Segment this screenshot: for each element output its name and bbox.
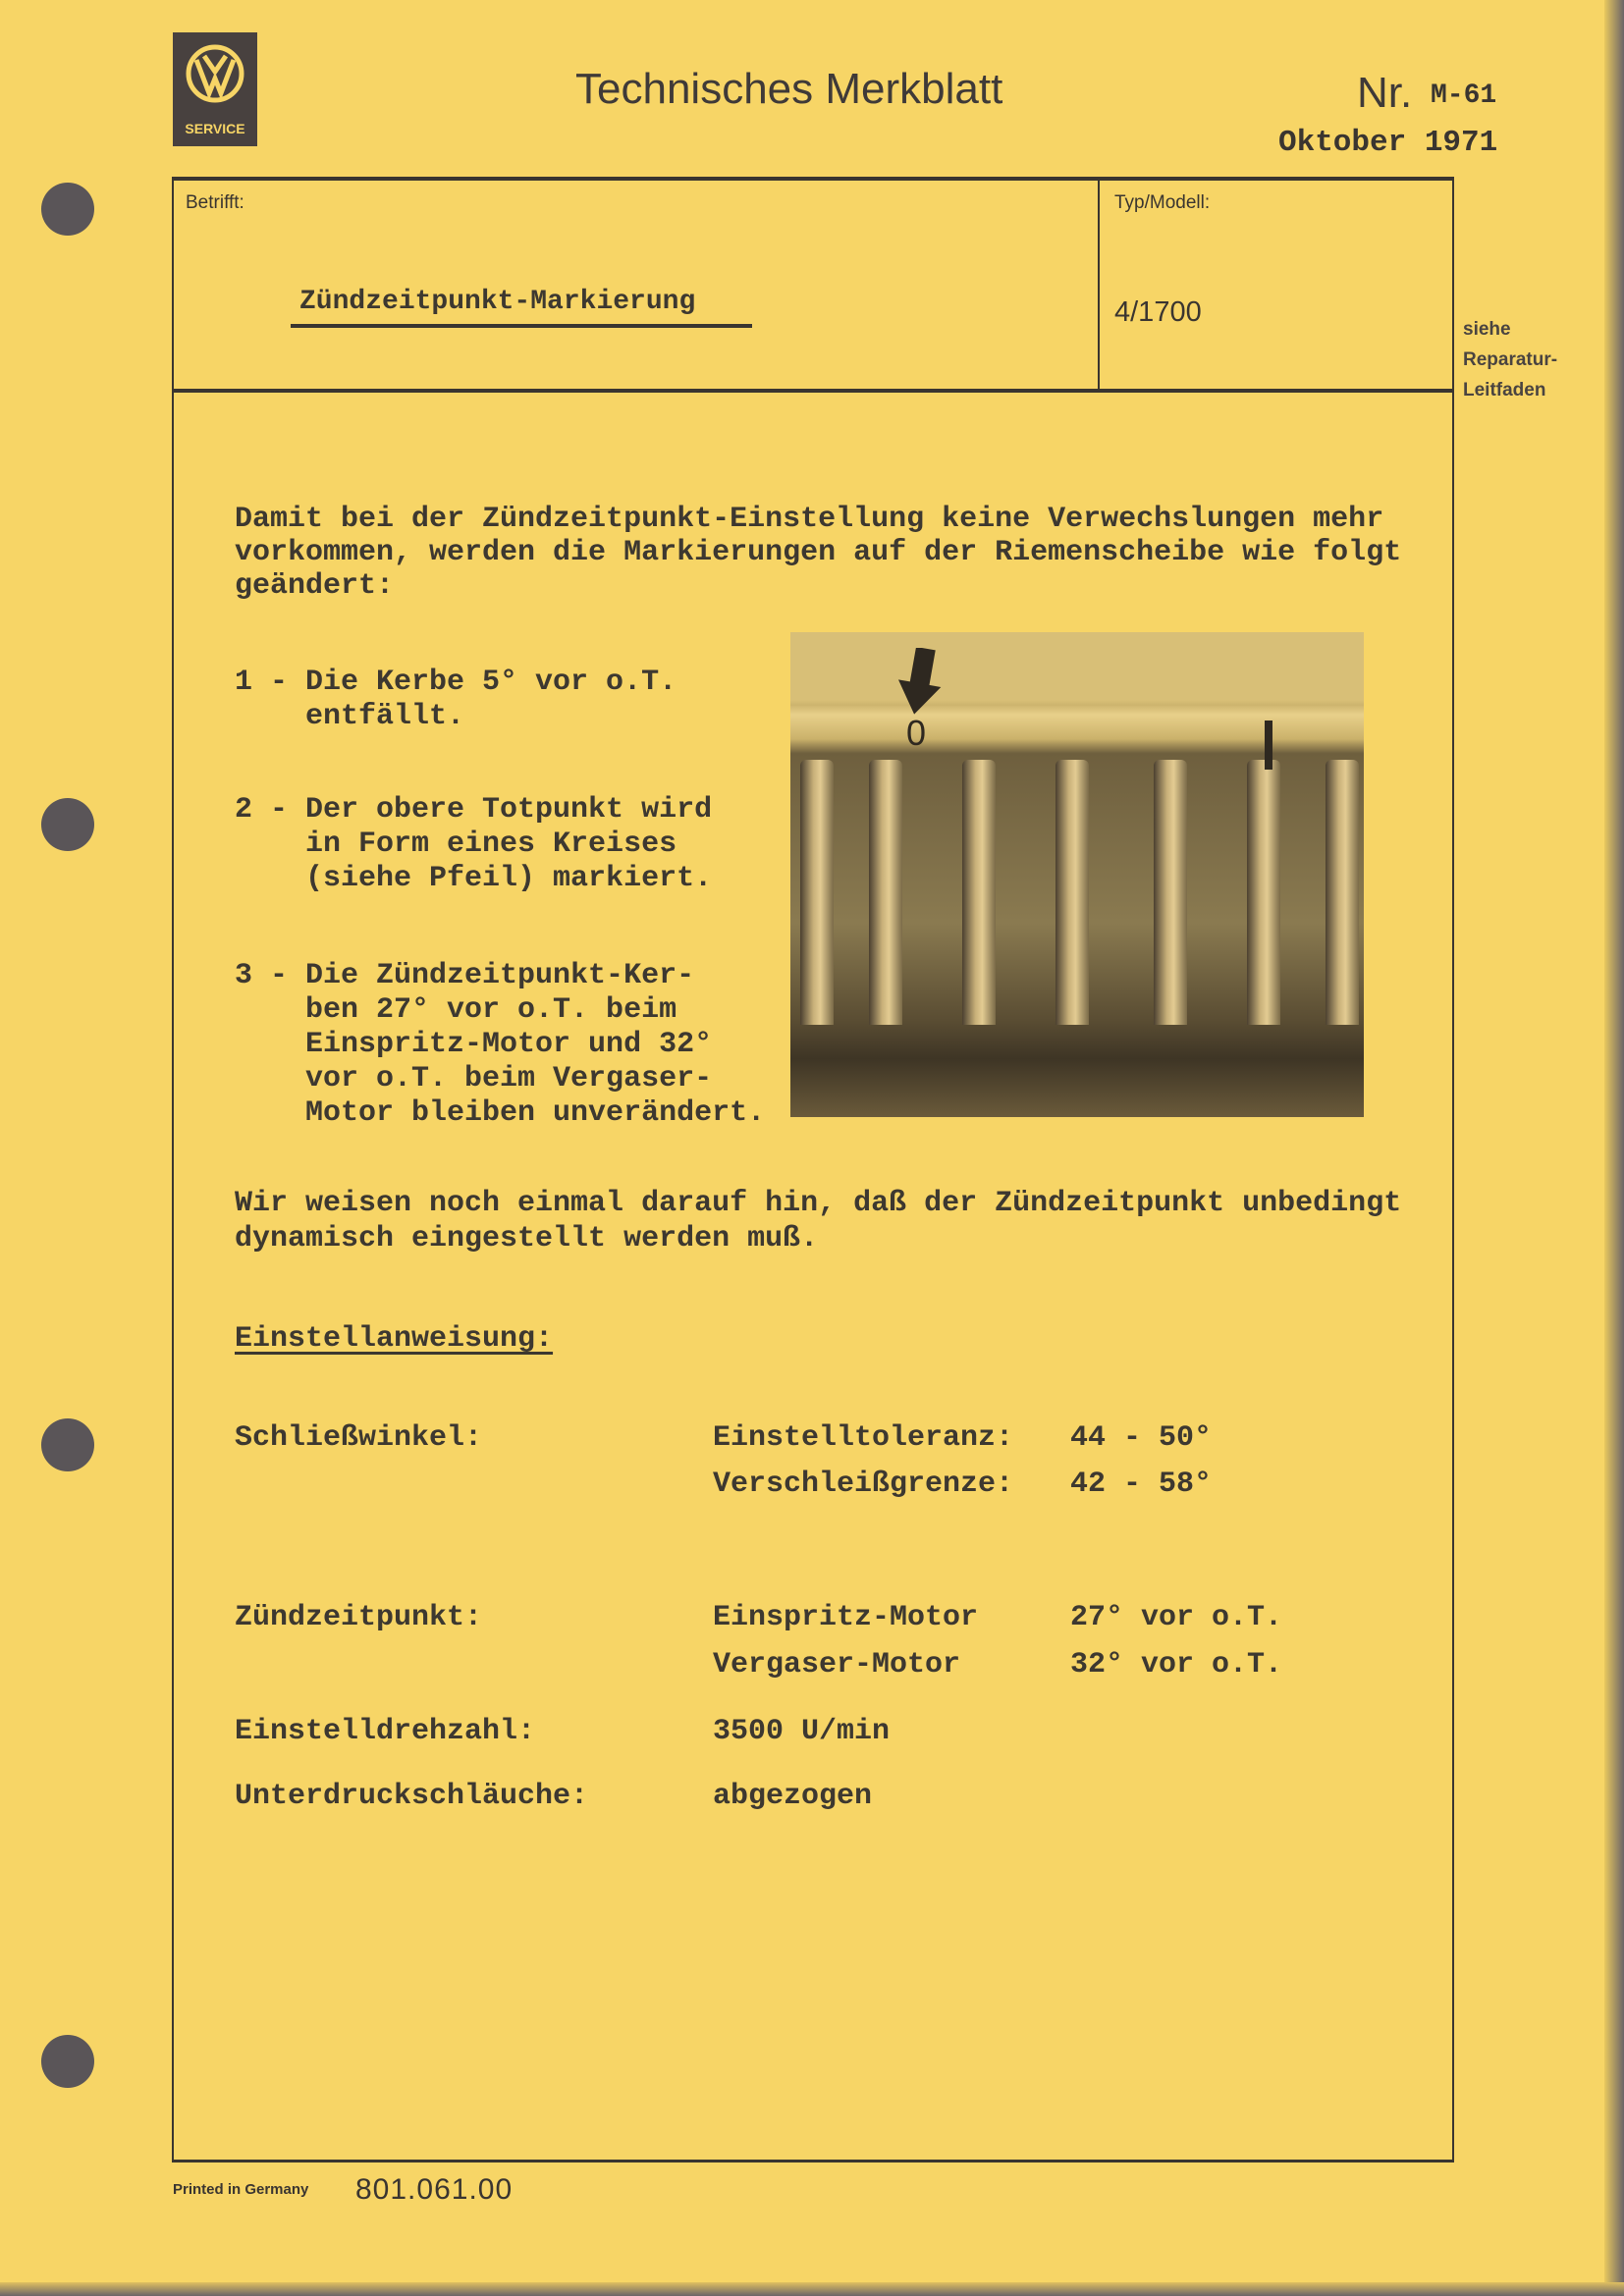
spec-value: 44 - 50° xyxy=(1070,1421,1213,1455)
photo-fin xyxy=(1247,760,1280,1025)
intro-paragraph xyxy=(235,503,1401,603)
nr-label: Nr. xyxy=(1357,69,1413,117)
text-line: vor o.T. beim Vergaser- xyxy=(235,1062,713,1095)
photo-fin xyxy=(1326,760,1359,1025)
box-right-border xyxy=(1452,177,1454,2162)
arrow-down-icon xyxy=(896,648,942,715)
box-left-border xyxy=(172,177,174,2162)
list-item-1 xyxy=(235,666,677,734)
photo-notch xyxy=(1265,721,1272,770)
text-line: 3 - Die Zündzeitpunkt-Ker- xyxy=(235,959,695,992)
text-line: geändert: xyxy=(235,569,395,603)
typ-value: 4/1700 xyxy=(1114,296,1202,328)
spec-label: Einstelldrehzahl: xyxy=(235,1715,536,1748)
photo-fin xyxy=(800,760,834,1025)
instructions-heading: Einstellanweisung: xyxy=(235,1322,554,1356)
spec-sub: 3500 U/min xyxy=(713,1715,891,1748)
logo-text: SERVICE xyxy=(185,121,245,136)
document-date: Oktober 1971 xyxy=(1278,126,1498,160)
spec-sub: Verschleißgrenze: xyxy=(713,1468,1014,1501)
typ-label: Typ/Modell: xyxy=(1114,192,1211,213)
spec-value: 27° vor o.T. xyxy=(1070,1601,1283,1634)
list-item-3 xyxy=(235,959,765,1131)
photo-fin xyxy=(1154,760,1187,1025)
printed-in: Printed in Germany xyxy=(173,2181,309,2198)
punch-hole xyxy=(41,798,94,851)
betrifft-label: Betrifft: xyxy=(186,192,244,213)
document-number: M-61 xyxy=(1431,80,1497,111)
text-line: in Form eines Kreises xyxy=(235,828,677,861)
spec-sub: Einstelltoleranz: xyxy=(713,1421,1014,1455)
side-note-line: siehe xyxy=(1463,319,1511,340)
text-line: ben 27° vor o.T. beim xyxy=(235,993,677,1027)
side-note-line: Leitfaden xyxy=(1463,380,1546,400)
pulley-photo xyxy=(790,632,1364,1117)
punch-hole xyxy=(41,2035,94,2088)
scan-edge-right xyxy=(1604,0,1624,2296)
text-line: dynamisch eingestellt werden muß. xyxy=(235,1222,819,1255)
subject-title: Zündzeitpunkt-Markierung xyxy=(299,287,696,317)
subject-underline xyxy=(291,324,752,328)
tdc-mark: 0 xyxy=(906,713,927,753)
spec-sub: Einspritz-Motor xyxy=(713,1601,979,1634)
document-title: Technisches Merkblatt xyxy=(575,65,1003,113)
form-number: 801.061.00 xyxy=(355,2173,514,2206)
spec-sub: Vergaser-Motor xyxy=(713,1648,961,1682)
note-paragraph xyxy=(235,1186,1401,1256)
text-line: (siehe Pfeil) markiert. xyxy=(235,862,713,895)
box-top-border xyxy=(172,177,1454,181)
side-note-line: Reparatur- xyxy=(1463,349,1558,370)
text-line: Wir weisen noch einmal darauf hin, daß der Zündzeitpunkt unbedingt xyxy=(235,1187,1402,1220)
spec-value: 42 - 58° xyxy=(1070,1468,1213,1501)
photo-fin xyxy=(869,760,902,1025)
spec-label: Unterdruckschläuche: xyxy=(235,1780,589,1813)
spec-sub: abgezogen xyxy=(713,1780,873,1813)
spec-label: Schließwinkel: xyxy=(235,1421,483,1455)
photo-fin xyxy=(962,760,996,1025)
text-line: Motor bleiben unverändert. xyxy=(235,1096,766,1130)
spec-value: 32° vor o.T. xyxy=(1070,1648,1283,1682)
text-line: 2 - Der obere Totpunkt wird xyxy=(235,793,713,827)
box-header-bottom-border xyxy=(172,389,1454,393)
scan-edge-bottom xyxy=(0,2282,1624,2296)
text-line: 1 - Die Kerbe 5° vor o.T. xyxy=(235,666,677,699)
list-item-2 xyxy=(235,793,712,896)
side-note xyxy=(1463,314,1557,405)
text-line: Damit bei der Zündzeitpunkt-Einstellung keine Verwechslungen mehr xyxy=(235,503,1384,536)
spec-label: Zündzeitpunkt: xyxy=(235,1601,483,1634)
box-bottom-border xyxy=(172,2160,1454,2163)
punch-hole xyxy=(41,1418,94,1471)
vw-service-logo xyxy=(173,32,257,146)
photo-fin xyxy=(1056,760,1089,1025)
text-line: Einspritz-Motor und 32° xyxy=(235,1028,713,1061)
text-line: vorkommen, werden die Markierungen auf der Riemenscheibe wie folgt xyxy=(235,536,1402,569)
punch-hole xyxy=(41,183,94,236)
text-line: entfällt. xyxy=(235,700,465,733)
box-divider xyxy=(1098,179,1100,391)
